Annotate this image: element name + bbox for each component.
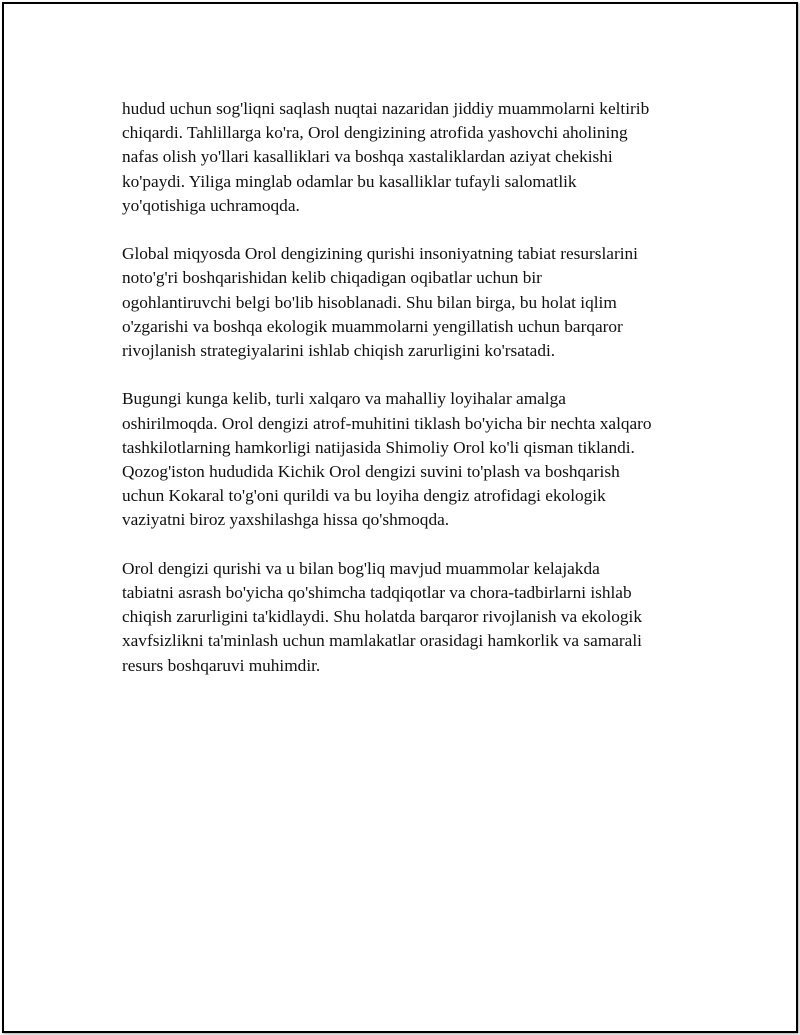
text-line: Global miqyosda Orol dengizining qurishi insoniyatning tabiat resurslarini [122, 244, 638, 264]
text-line: o'zgarishi va boshqa ekologik muammolarni yengillatish uchun barqaror [122, 316, 623, 336]
document-page [2, 2, 798, 1033]
text-line: resurs boshqaruvi muhimdir. [122, 655, 321, 675]
paragraph-conclusion [122, 557, 702, 678]
text-line: noto'g'ri boshqarishidan kelib chiqadigan oqibatlar uchun bir [122, 268, 542, 288]
text-line: tashkilotlarning hamkorligi natijasida Shimoliy Orol ko'li qisman tiklandi. [122, 437, 635, 457]
text-line: rivojlanish strategiyalarini ishlab chiqish zarurligini ko'rsatadi. [122, 341, 556, 361]
text-line: chiqardi. Tahlillarga ko'ra, Orol dengizining atrofida yashovchi aholining [122, 123, 628, 143]
text-line: xavfsizlikni ta'minlash uchun mamlakatlar orasidagi hamkorlik va samarali [122, 631, 642, 651]
text-line: Bugungi kunga kelib, turli xalqaro va mahalliy loyihalar amalga [122, 389, 566, 409]
text-line: ogohlantiruvchi belgi bo'lib hisoblanadi. Shu bilan birga, bu holat iqlim [122, 292, 617, 312]
text-line: hudud uchun sog'liqni saqlash nuqtai nazaridan jiddiy muammolarni keltirib [122, 99, 650, 118]
text-line: nafas olish yo'llari kasalliklari va boshqa xastaliklardan aziyat chekishi [122, 147, 613, 167]
document-body [122, 97, 702, 702]
text-line: ko'paydi. Yiliga minglab odamlar bu kasalliklar tufayli salomatlik [122, 171, 577, 191]
paragraph-health-impact [122, 97, 702, 218]
paragraph-restoration-projects [122, 387, 702, 532]
text-line: oshirilmoqda. Orol dengizi atrof-muhitini tiklash bo'yicha bir nechta xalqaro [122, 413, 652, 433]
text-line: vaziyatni biroz yaxshilashga hissa qo'shmoqda. [122, 510, 450, 530]
text-line: chiqish zarurligini ta'kidlaydi. Shu holatda barqaror rivojlanish va ekologik [122, 607, 642, 627]
text-line: yo'qotishiga uchramoqda. [122, 195, 300, 215]
text-line: Qozog'iston hududida Kichik Orol dengizi suvini to'plash va boshqarish [122, 462, 620, 482]
paragraph-global-warning [122, 242, 702, 363]
text-line: Orol dengizi qurishi va u bilan bog'liq mavjud muammolar kelajakda [122, 558, 600, 578]
text-line: tabiatni asrash bo'yicha qo'shimcha tadqiqotlar va chora-tadbirlarni ishlab [122, 583, 632, 603]
text-line: uchun Kokaral to'g'oni qurildi va bu loyiha dengiz atrofidagi ekologik [122, 486, 606, 506]
